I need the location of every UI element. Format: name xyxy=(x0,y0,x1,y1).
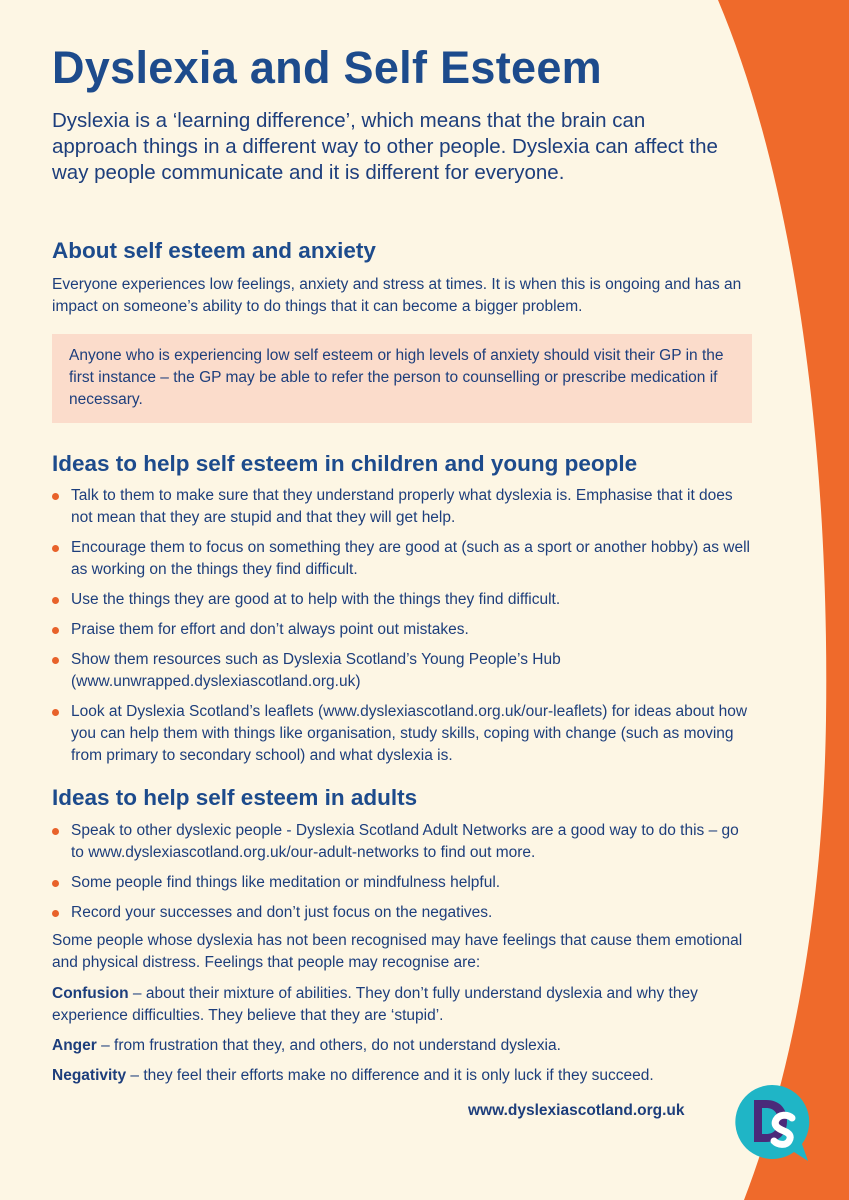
feelings-list xyxy=(52,983,752,1095)
list-item xyxy=(52,485,752,529)
callout-text: Anyone who is experiencing low self esteem or high levels of anxiety should visit their GP in the first instance – the GP may be able to refer the person to counselling or prescribe medication if necessary. xyxy=(69,347,724,408)
about-heading: About self esteem and anxiety xyxy=(52,238,376,263)
bullet-icon xyxy=(52,493,59,500)
page-title: Dyslexia and Self Esteem xyxy=(52,42,602,93)
intro-paragraph: Dyslexia is a ‘learning difference’, which means that the brain can approach things in a different way to other people. Dyslexia can affect the way people communicate and it is different for everyone. xyxy=(52,109,718,184)
bullet-icon xyxy=(52,880,59,887)
list-item-text: Praise them for effort and don’t always point out mistakes. xyxy=(71,621,469,638)
dyslexia-scotland-logo xyxy=(732,1082,812,1162)
list-item xyxy=(52,902,752,924)
bullet-icon xyxy=(52,597,59,604)
list-item-text: Talk to them to make sure that they understand properly what dyslexia is. Emphasise that it does not mean that they are stupid and that they will get help. xyxy=(71,487,733,526)
bullet-icon xyxy=(52,709,59,716)
list-item xyxy=(52,649,752,693)
list-item xyxy=(52,820,752,864)
bullet-icon xyxy=(52,545,59,552)
adults-ideas-list xyxy=(52,820,752,924)
feeling-negativity xyxy=(52,1065,752,1087)
bullet-icon xyxy=(52,828,59,835)
list-item-text: Use the things they are good at to help with the things they find difficult. xyxy=(71,591,561,608)
feeling-term: Negativity xyxy=(52,1067,127,1084)
children-ideas-list xyxy=(52,485,752,767)
about-paragraph: Everyone experiences low feelings, anxiety and stress at times. It is when this is ongoing and has an impact on someone’s ability to do things that it can become a bigger problem. xyxy=(52,276,742,315)
feeling-term: Anger xyxy=(52,1037,97,1054)
list-item xyxy=(52,701,752,767)
list-item xyxy=(52,589,752,611)
list-item-text: Show them resources such as Dyslexia Scotland’s Young People’s Hub (www.unwrapped.dyslexiascotland.org.uk) xyxy=(71,651,561,690)
list-item xyxy=(52,619,752,641)
list-item xyxy=(52,872,752,894)
feeling-anger xyxy=(52,1035,752,1057)
gp-callout-box xyxy=(52,334,752,423)
feeling-confusion xyxy=(52,983,752,1027)
list-item-text: Encourage them to focus on something they are good at (such as a sport or another hobby) as well as working on the things they find difficult. xyxy=(71,539,750,578)
list-item-text: Speak to other dyslexic people - Dyslexia Scotland Adult Networks are a good way to do this – go to www.dyslexiascotland.org.uk/our-adult-networks to find out more. xyxy=(71,822,739,861)
list-item-text: Record your successes and don’t just focus on the negatives. xyxy=(71,904,493,921)
feeling-description: – about their mixture of abilities. They don’t fully understand dyslexia and why they experience difficulties. They believe that they are ‘stupid’. xyxy=(52,985,698,1024)
bullet-icon xyxy=(52,657,59,664)
distress-paragraph: Some people whose dyslexia has not been recognised may have feelings that cause them emotional and physical distress. Feelings that people may recognise are: xyxy=(52,932,743,971)
adults-heading: Ideas to help self esteem in adults xyxy=(52,785,418,810)
feeling-description: – they feel their efforts make no difference and it is only luck if they succeed. xyxy=(126,1067,654,1084)
feeling-term: Confusion xyxy=(52,985,129,1002)
bullet-icon xyxy=(52,627,59,634)
children-heading: Ideas to help self esteem in children and young people xyxy=(52,451,638,476)
list-item xyxy=(52,537,752,581)
feeling-description: – from frustration that they, and others, do not understand dyslexia. xyxy=(96,1037,561,1054)
list-item-text: Some people find things like meditation or mindfulness helpful. xyxy=(71,874,501,891)
bullet-icon xyxy=(52,910,59,917)
list-item-text: Look at Dyslexia Scotland’s leaflets (www.dyslexiascotland.org.uk/our-leaflets) for ideas about how you can help them with things like organisation, study skills, coping with change (such as moving from primary to secondary school) and what dyslexia is. xyxy=(71,703,748,764)
website-link[interactable]: www.dyslexiascotland.org.uk xyxy=(468,1102,685,1119)
